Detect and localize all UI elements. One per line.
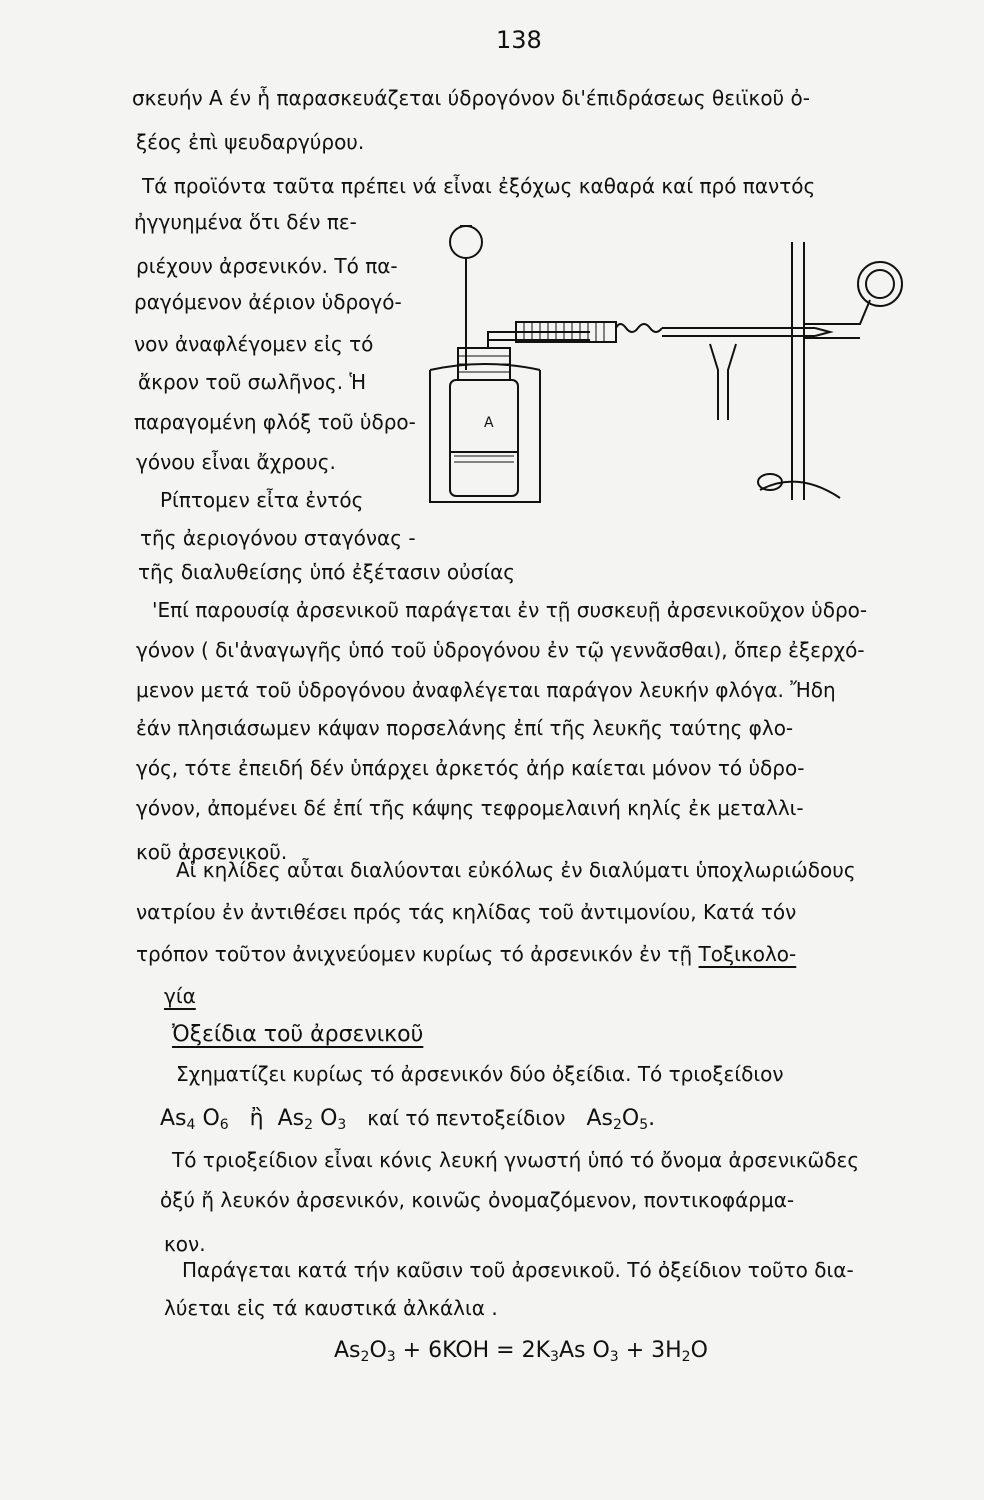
subscript: 2 [612,1117,622,1133]
subscript: 3 [386,1349,396,1365]
text-line: ἠγγυημένα ὅτι δέν πε- [134,210,357,234]
text-line: Τά προϊόντα ταῦτα πρέπει νά εἶναι ἐξόχως καθαρά καί πρό παντός [142,174,816,198]
formula-part: As [160,1106,187,1131]
text-line: ἄκρον τοῦ σωλῆνος. Ἡ [138,370,367,394]
chemical-equation [334,1340,708,1364]
subscript: 2 [681,1349,691,1365]
funnel-bulb [450,226,482,258]
text-segment: καί τό πεντοξείδιον [367,1106,566,1130]
formula-part: As [277,1106,305,1131]
eq-part: As [334,1338,361,1363]
text-line: ριέχουν ἀρσενικόν. Τό πα- [136,254,398,278]
subscript: 2 [360,1349,370,1365]
oxide-formulas: $As_4$ $O_6$ ἢ $As_2$ $O_3$ καί τό πεντοξείδιον $As_2O_5$. [160,1106,656,1133]
formula-part: As [586,1106,613,1131]
formula-part: O [202,1106,220,1131]
text-segment: τρόπον τοῦτον ἀνιχνεύομεν κυρίως τό ἀρσενικόν ἐν τῇ [136,942,693,966]
eq-part: O [690,1338,708,1363]
text-line: τῆς διαλυθείσης ὑπό ἐξέτασιν οὐσίας [138,560,516,584]
eq-part: O [369,1338,387,1363]
text-line: ὀξύ ἤ λευκόν ἀρσενικόν, κοινῶς ὀνομαζόμενον, ποντικοφάρμα- [160,1188,795,1212]
figure-label: A [484,415,494,431]
toxicology-term: Τοξικολο- [698,942,797,966]
formula-part: ἢ [249,1106,264,1131]
marsh-apparatus-illustration [420,220,940,520]
subscript: 3 [550,1349,559,1365]
formula-part: O [621,1106,640,1131]
text-line: μενον μετά τοῦ ὑδρογόνου ἀναφλέγεται παράγον λευκήν φλόγα. Ἤδη [136,678,836,702]
text-line: Παράγεται κατά τήν καῦσιν τοῦ ἀρσενικοῦ. Τό ὀξείδιον τοῦτο δια- [182,1258,854,1282]
page-number: 138 [496,26,542,54]
subscript: 2 [304,1117,314,1133]
eq-part: As O [558,1338,610,1363]
text-line: γόνου εἶναι ἄχρους. [136,450,336,474]
text-line: σκευήν Α έν ἧ παρασκευάζεται ύδρογόνον δι'έπιδράσεως θειϊκοῦ ὀ- [132,86,810,110]
text-line: τῆς ἀεριογόνου σταγόνας - [140,526,416,550]
text-line: λύεται εἰς τά καυστικά ἀλκάλια . [164,1296,498,1320]
formula-part: O [320,1106,338,1131]
water-bath [430,370,540,502]
text-line: Αἱ κηλίδες αὗται διαλύονται εὐκόλως ἐν διαλύματι ὑποχλωριώδους [176,858,856,882]
burner [710,344,718,420]
eq-part: + 3H [618,1338,682,1363]
subscript: 6 [219,1117,229,1133]
text-line: Ρίπτομεν εἶτα ἐντός [160,488,364,512]
text-line: 'Επί παρουσίᾳ ἀρσενικοῦ παράγεται ἐν τῇ συσκευῇ ἀρσενικοῦχον ὑδρο- [152,598,868,622]
text-line: Τό τριοξείδιον εἶναι κόνις λευκή γνωστή ὑπό τό ὄνομα ἀρσενικῶδες [172,1148,860,1172]
text-line: ἐάν πλησιάσωμεν κάψαν πορσελάνης ἐπί τῆς λευκῆς ταύτης φλο- [136,716,794,740]
text-line: γός, τότε ἐπειδή δέν ὑπάρχει ἀρκετός ἀήρ καίεται μόνον τό ὑδρο- [136,756,805,780]
text-line: παραγομένη φλόξ τοῦ ὑδρο- [134,410,416,434]
section-heading: Ὀξείδια τοῦ ἀρσενικοῦ [172,1022,424,1047]
eq-part: + 6KOH = 2K [395,1338,551,1363]
subscript: 3 [609,1349,619,1365]
retort-stand [792,242,804,500]
gas-jar [450,380,518,496]
toxicology-term-cont: γία [164,984,196,1008]
text-line: κον. [164,1232,206,1256]
text-line: κοῦ ἀρσενικοῦ. [136,840,288,864]
subscript: 3 [337,1117,347,1133]
clamp-arm [804,300,870,324]
text-line: ραγόμενον ἀέριον ὑδρογό- [134,290,402,314]
text-line: Σχηματίζει κυρίως τό ἀρσενικόν δύο ὀξείδια. Τό τριοξείδιον [176,1062,784,1086]
porcelain-dish [858,262,902,306]
text-line: γόνον, ἀπομένει δέ ἐπί τῆς κάψης τεφρομελαινή κηλίς ἐκ μεταλλι- [136,796,804,820]
text-line: ξέος ἐπὶ ψευδαργύρου. [136,130,365,154]
text-line: γόνον ( δι'ἀναγωγῆς ὑπό τοῦ ὑδρογόνου ἐν τῷ γεννᾶσθαι), ὅπερ ἐξερχό- [136,638,865,662]
text-line: νατρίου ἐν ἀντιθέσει πρός τάς κηλίδας τοῦ ἀντιμονίου, Κατά τόν [136,900,797,924]
text-line: νον ἀναφλέγομεν εἰς τό [134,332,374,356]
subscript: 4 [186,1117,196,1133]
text-line [136,944,796,964]
subscript: 5 [639,1117,649,1133]
